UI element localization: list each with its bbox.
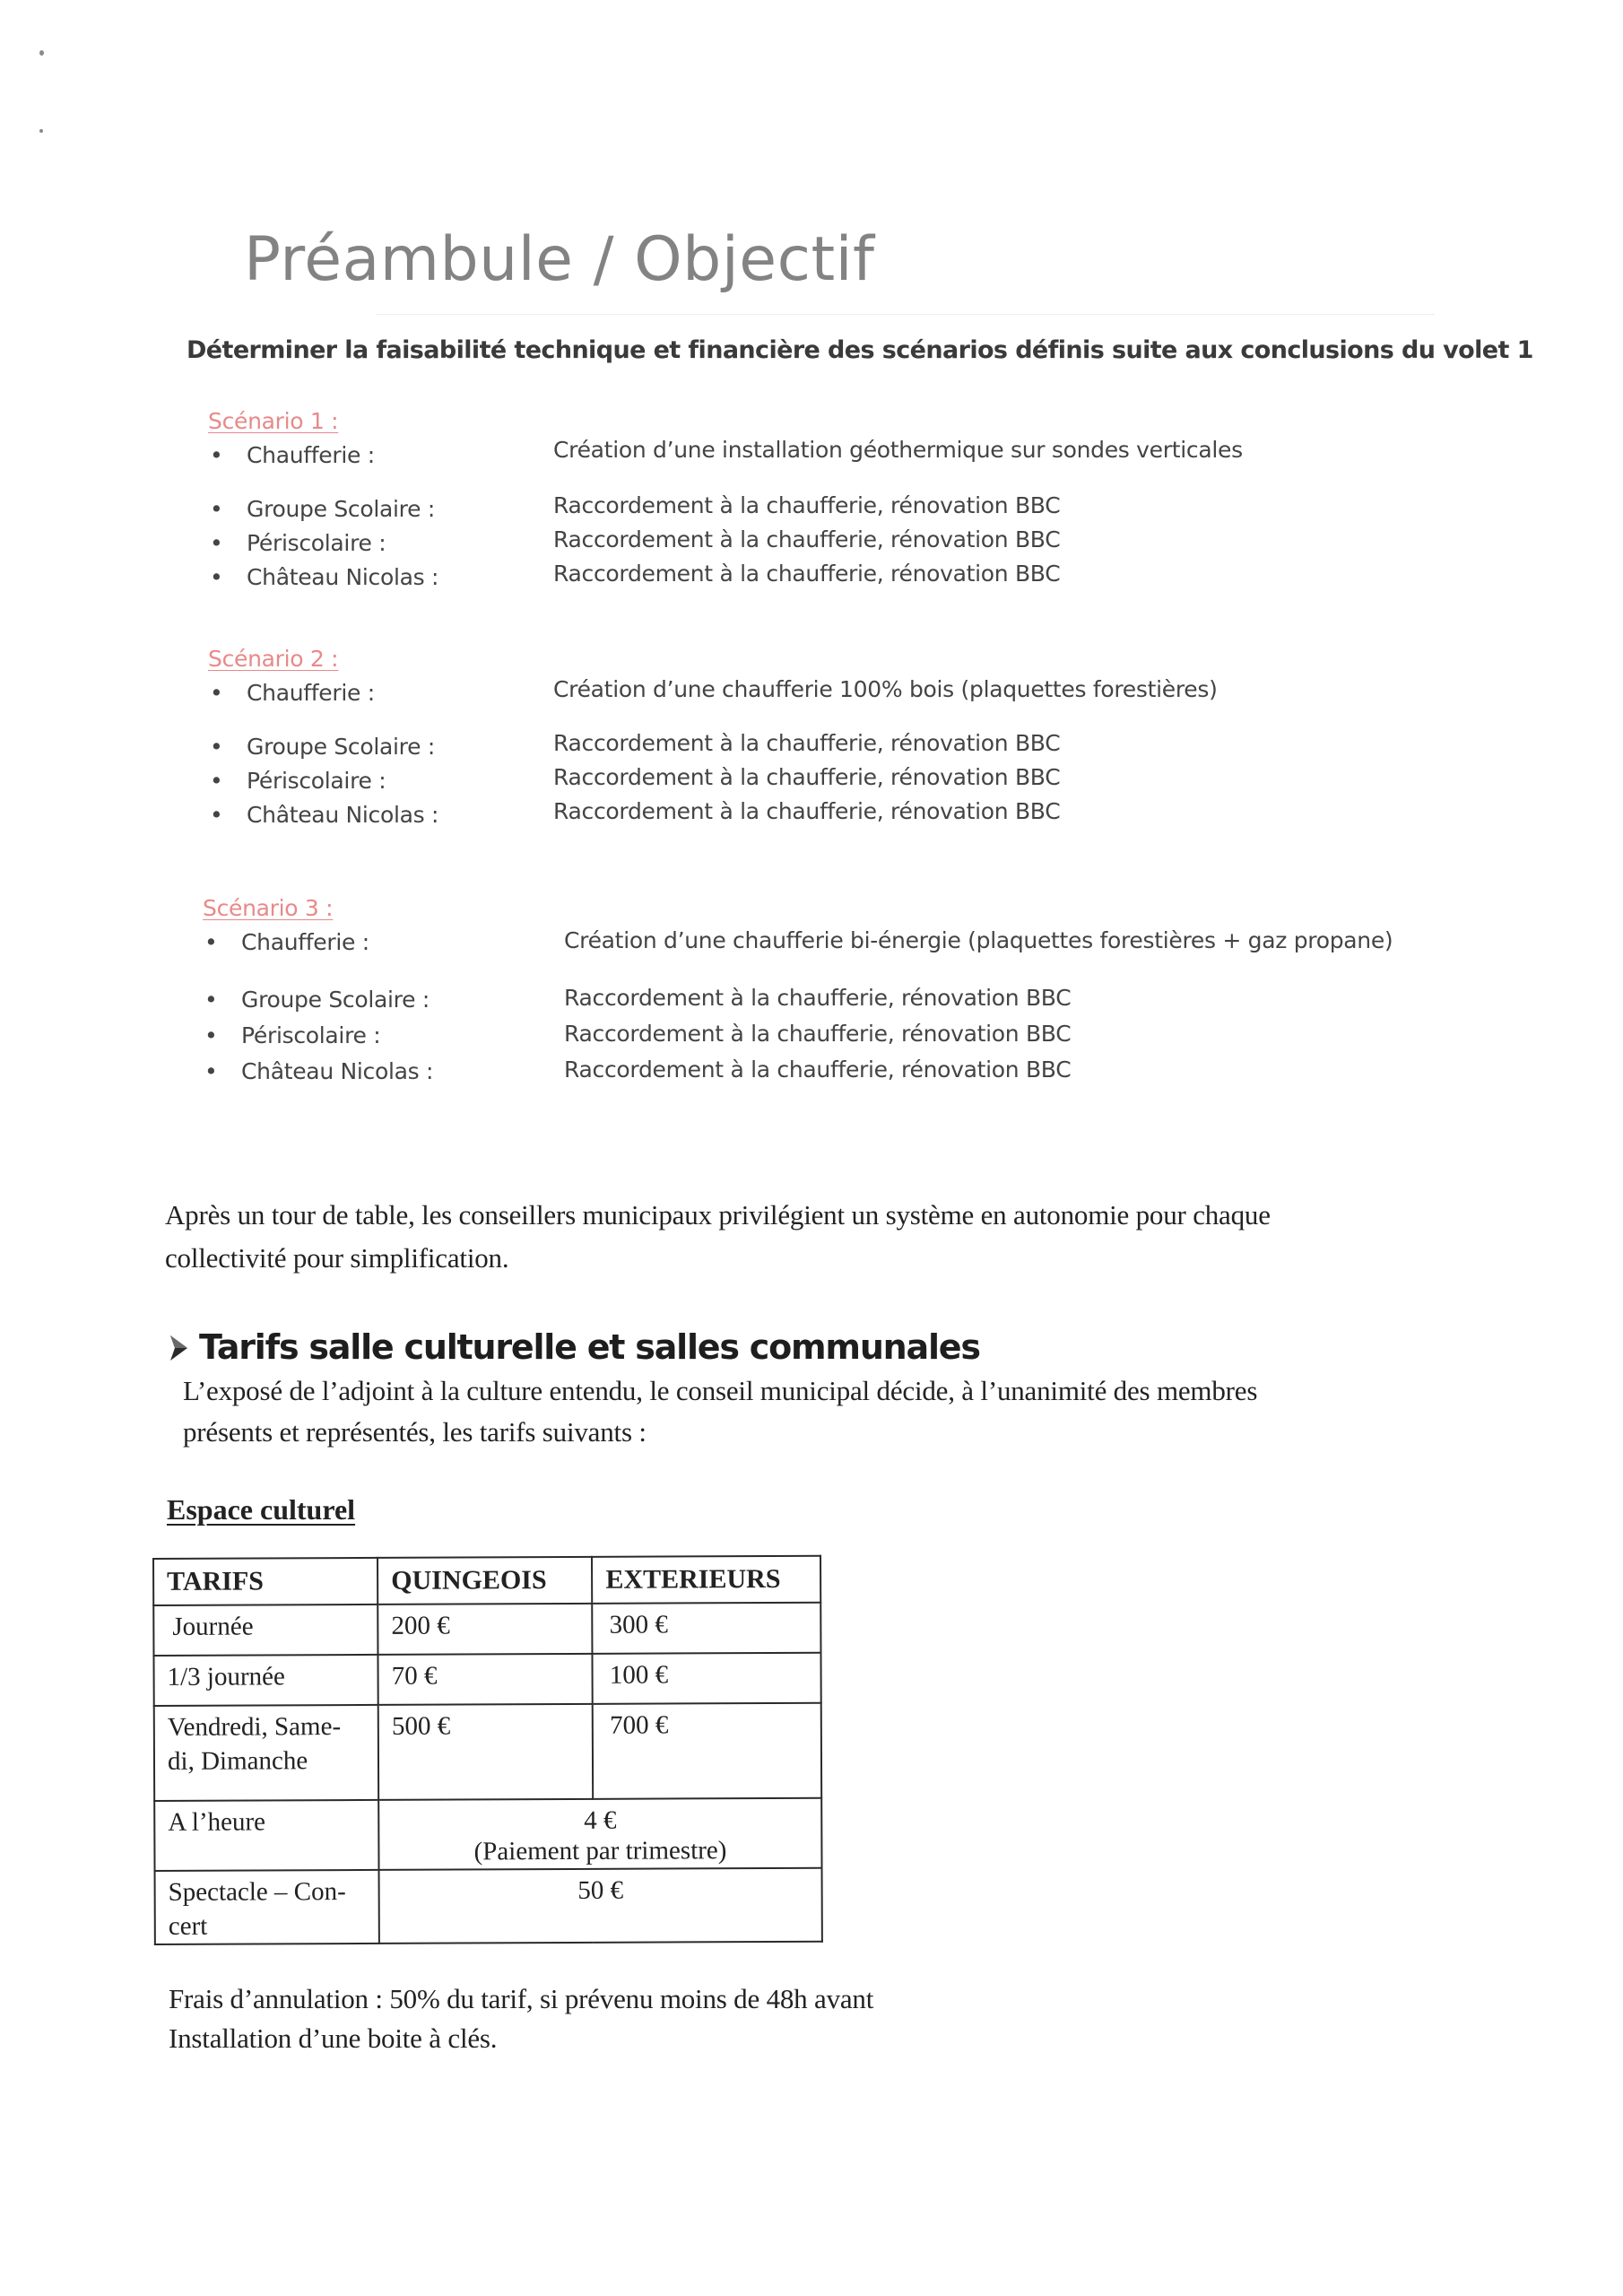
bullet-icon: • — [210, 496, 223, 522]
item-label: Périscolaire : — [241, 1022, 381, 1048]
bullet-icon: • — [204, 1058, 218, 1084]
objective-subtitle: Déterminer la faisabilité technique et financière des scénarios définis suite aux conclusions du volet 1 — [187, 336, 1533, 364]
cell-quingeois: 500 € — [378, 1704, 594, 1800]
title-divider — [377, 314, 1435, 315]
item-value: Création d’une installation géothermique sur sondes verticales — [553, 437, 1243, 463]
scan-artifact — [39, 50, 44, 56]
cell-tarif-line-1: Spectacle – Con- — [168, 1877, 346, 1907]
bullet-icon: • — [204, 1022, 218, 1048]
section-heading — [169, 1327, 980, 1370]
header-quingeois: QUINGEOIS — [378, 1557, 592, 1605]
cell-quingeois: 200 € — [378, 1604, 592, 1655]
cell-tarif-line-1: Vendredi, Same- — [167, 1712, 342, 1742]
item-label: Château Nicolas : — [247, 802, 439, 828]
cell-merged-price: 50 € — [379, 1868, 822, 1944]
bullet-icon: • — [210, 530, 223, 556]
bullet-icon: • — [204, 987, 218, 1013]
item-value: Raccordement à la chaufferie, rénovation BBC — [553, 730, 1061, 756]
bullet-icon: • — [204, 929, 218, 955]
item-value: Raccordement à la chaufferie, rénovation BBC — [564, 985, 1072, 1011]
bullet-icon: • — [210, 564, 223, 590]
item-value: Raccordement à la chaufferie, rénovation BBC — [553, 561, 1061, 587]
table-row — [153, 1653, 820, 1706]
table-row — [154, 1798, 821, 1871]
conclusion-line-2: collectivité pour simplification. — [165, 1242, 509, 1274]
bullet-icon: • — [210, 734, 223, 760]
cell-exterieurs: 300 € — [593, 1603, 821, 1654]
section-intro — [183, 1369, 1257, 1455]
item-value: Raccordement à la chaufferie, rénovation BBC — [564, 1021, 1072, 1047]
table-row — [154, 1703, 821, 1801]
cell-exterieurs: 100 € — [593, 1653, 821, 1704]
scenario-heading: Scénario 1 : — [208, 408, 339, 434]
cell-merged-price — [378, 1798, 821, 1870]
notes — [169, 1977, 873, 2061]
intro-line-2: présents et représentés, les tarifs suivants : — [183, 1416, 647, 1448]
cell-tarif-line-2: di, Dimanche — [167, 1746, 308, 1776]
header-tarifs: TARIFS — [153, 1558, 378, 1605]
bullet-icon: • — [210, 768, 223, 794]
table-header-row — [153, 1556, 820, 1605]
cell-tarif — [154, 1705, 379, 1801]
bullet-icon: • — [210, 680, 223, 706]
item-label: Groupe Scolaire : — [247, 496, 435, 522]
scan-artifact — [39, 129, 43, 133]
cancellation-note: Frais d’annulation : 50% du tarif, si prévenu moins de 48h avant — [169, 1983, 874, 2014]
cell-tarif — [155, 1870, 379, 1944]
cell-tarif: 1/3 journée — [153, 1655, 378, 1706]
cell-tarif: A l’heure — [154, 1800, 378, 1871]
item-value: Raccordement à la chaufferie, rénovation BBC — [553, 492, 1061, 518]
scenario-heading: Scénario 3 : — [203, 895, 334, 921]
section-heading-text: Tarifs salle culturelle et salles communales — [199, 1327, 980, 1367]
item-label: Chaufferie : — [247, 680, 375, 706]
item-value: Raccordement à la chaufferie, rénovation BBC — [564, 1057, 1072, 1083]
scenario-1 — [206, 408, 1551, 590]
cell-tarif-line-2: cert — [168, 1911, 208, 1941]
item-value: Raccordement à la chaufferie, rénovation BBC — [553, 764, 1061, 790]
scenario-2 — [206, 646, 1551, 828]
cell-price: 4 € — [584, 1805, 617, 1835]
scenario-3 — [201, 895, 1546, 1084]
item-label: Chaufferie : — [241, 929, 369, 955]
cell-tarif: Journée — [153, 1605, 378, 1656]
item-label: Château Nicolas : — [247, 564, 439, 590]
bullet-icon: • — [210, 442, 223, 468]
item-label: Périscolaire : — [247, 768, 386, 794]
conclusion-line-1: Après un tour de table, les conseillers municipaux privilégient un système en autonomie pour chaque — [165, 1199, 1271, 1231]
item-value: Création d’une chaufferie bi-énergie (plaquettes forestières + gaz propane) — [564, 927, 1393, 953]
item-value: Raccordement à la chaufferie, rénovation BBC — [553, 526, 1061, 552]
item-label: Groupe Scolaire : — [241, 987, 430, 1013]
scenario-heading: Scénario 2 : — [208, 646, 339, 672]
tarifs-table — [152, 1555, 823, 1945]
cell-quingeois: 70 € — [378, 1654, 593, 1705]
item-label: Groupe Scolaire : — [247, 734, 435, 760]
conclusion-paragraph — [165, 1193, 1271, 1281]
cell-exterieurs: 700 € — [593, 1703, 821, 1799]
cell-price-note: (Paiement par trimestre) — [473, 1836, 727, 1866]
item-label: Périscolaire : — [247, 530, 386, 556]
table-row — [155, 1868, 822, 1944]
item-value: Création d’une chaufferie 100% bois (plaquettes forestières) — [553, 676, 1218, 702]
item-label: Château Nicolas : — [241, 1058, 434, 1084]
bullet-icon: • — [210, 802, 223, 828]
keybox-note: Installation d’une boite à clés. — [169, 2022, 498, 2054]
item-value: Raccordement à la chaufferie, rénovation BBC — [553, 798, 1061, 824]
page-title: Préambule / Objectif — [244, 224, 875, 295]
espace-culturel-heading: Espace culturel — [167, 1493, 356, 1526]
intro-line-1: L’exposé de l’adjoint à la culture entendu, le conseil municipal décide, à l’unanimité des membres — [183, 1375, 1258, 1406]
table-row — [153, 1603, 820, 1656]
item-label: Chaufferie : — [247, 442, 375, 468]
header-exterieurs: EXTERIEURS — [592, 1556, 820, 1604]
arrow-right-bullet-icon — [169, 1331, 190, 1370]
